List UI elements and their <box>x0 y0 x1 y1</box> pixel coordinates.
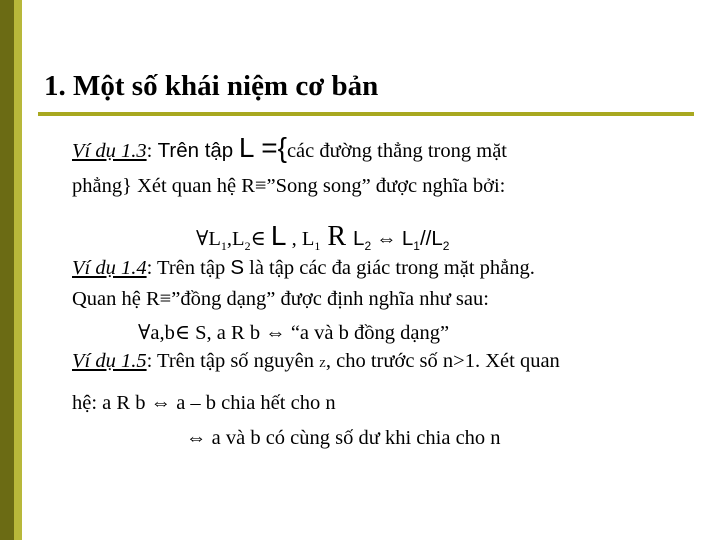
formula-1-sub5: 1 <box>413 239 420 254</box>
example-1-3-line-2: phẳng} Xét quan hệ R≡”Song song” được nghĩa bởi: <box>72 175 506 197</box>
formula-1-part7: ⇔ <box>371 228 402 250</box>
example-1-3-line-1 <box>72 132 507 164</box>
example-1-5-line-2: hệ: a R b ⇔ a – b chia hết cho n <box>72 392 336 414</box>
formula-1-part8: L <box>401 227 414 250</box>
example-1-4-set-symbol: S <box>230 256 245 279</box>
formula-1-part3: ∈ <box>250 228 271 250</box>
example-1-4-line-2: Quan hệ R≡”đồng dạng” được định nghĩa như sau: <box>72 288 489 310</box>
example-1-4-label: Ví dụ 1.4 <box>72 257 147 279</box>
example-1-4-colon: : <box>146 257 153 279</box>
title-underline-rule <box>38 112 694 116</box>
formula-1-sub6: 2 <box>442 239 450 254</box>
formula-1-sub2: 2 <box>244 239 251 254</box>
formula-1-part5: R <box>320 221 354 252</box>
formula-1-part1: ∀L <box>196 228 221 250</box>
example-1-3-text-a: Trên tập <box>152 139 239 162</box>
example-1-4-text-a: Trên tập <box>152 257 231 279</box>
formula-1-part2: ,L <box>226 228 245 250</box>
example-1-5-line-1 <box>72 350 560 373</box>
example-1-4-formula: ∀a,b∈ S, a R b ⇔ “a và b đồng dạng” <box>138 322 450 344</box>
example-1-3-text-c: các đường thẳng trong mặt <box>286 140 507 162</box>
example-1-3-text-b: ={ <box>253 132 287 163</box>
formula-1-sub1: 1 <box>220 239 227 254</box>
example-1-5-set-symbol: Z <box>319 358 326 370</box>
formula-1-part9: //L <box>419 227 443 250</box>
example-1-4-line-1 <box>72 256 535 280</box>
formula-1-sub4: 2 <box>364 239 372 254</box>
formula-1-part6: L <box>353 227 365 250</box>
slide-title: 1. Một số khái niệm cơ bản <box>44 70 379 102</box>
example-1-3-set-symbol: L <box>238 132 254 163</box>
example-1-3-label: Ví dụ 1.3 <box>72 140 147 162</box>
sidebar-stripe-light <box>14 0 22 540</box>
example-1-5-text-b: , cho trước số n>1. Xét quan <box>325 350 560 372</box>
formula-1-part4: , L <box>286 228 315 250</box>
example-1-3-colon: : <box>146 140 153 162</box>
formula-1-sub3: 1 <box>314 239 321 254</box>
example-1-3-formula <box>196 220 449 254</box>
sidebar-stripe-dark <box>0 0 14 540</box>
example-1-4-text-b: là tập các đa giác trong mặt phẳng. <box>244 257 535 279</box>
example-1-5-text-a: Trên tập số nguyên <box>152 350 320 372</box>
example-1-5-line-3: ⇔ a và b có cùng số dư khi chia cho n <box>186 427 501 449</box>
example-1-5-label: Ví dụ 1.5 <box>72 350 147 372</box>
formula-1-set-symbol: L <box>270 220 287 251</box>
example-1-5-colon: : <box>146 350 153 372</box>
